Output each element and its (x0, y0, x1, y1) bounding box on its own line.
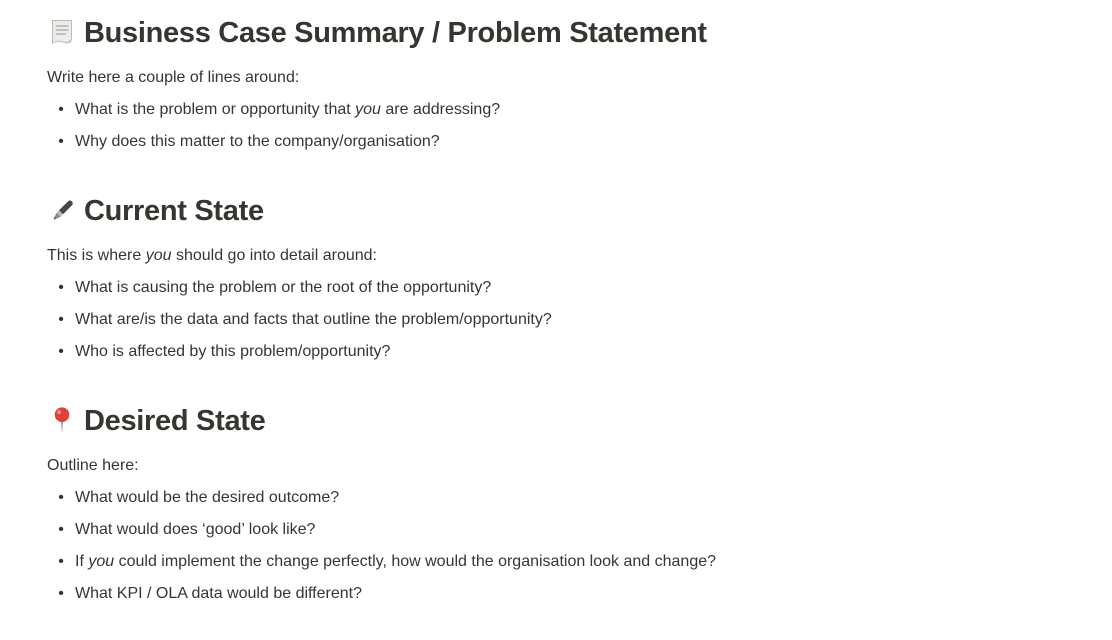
list-item[interactable] (47, 514, 1052, 546)
intro-paragraph[interactable] (47, 450, 1052, 482)
text-segment: What would be the desired outcome? (75, 489, 340, 506)
text-segment: What KPI / OLA data would be different? (75, 585, 362, 602)
list-item[interactable] (47, 546, 1052, 578)
list-item-text (75, 308, 1052, 332)
section-desired-state (47, 368, 1052, 610)
text-segment-italic: you (88, 553, 115, 570)
list-item[interactable] (47, 304, 1052, 336)
text-segment: are addressing? (380, 101, 501, 118)
list-item-text (75, 340, 1052, 364)
list-item[interactable] (47, 272, 1052, 304)
round-pushpin-icon (47, 406, 77, 436)
list-item-text (75, 276, 1052, 300)
page-with-curl-icon (47, 18, 77, 48)
text-segment: What is the problem or opportunity that (75, 101, 356, 118)
text-segment: This is where (47, 247, 146, 264)
text-segment-italic: you (355, 101, 381, 118)
text-segment: should go into detail around: (171, 247, 377, 264)
bullet-marker: • (58, 279, 64, 296)
pen-icon (47, 196, 77, 226)
bullet-marker: • (58, 311, 64, 328)
heading-desired-state[interactable] (47, 368, 1052, 450)
list-item[interactable] (47, 336, 1052, 368)
bullet-list (47, 94, 1052, 158)
heading-title: Current State (84, 195, 264, 227)
heading-current-state[interactable] (47, 158, 1052, 240)
heading-business-case-summary[interactable] (47, 12, 1052, 62)
bullet-marker: • (58, 133, 64, 150)
bullet-marker: • (58, 585, 64, 602)
text-segment: could implement the change perfectly, how would the organisation look and change? (114, 553, 717, 570)
text-segment: What would does ‘good’ look like? (75, 521, 316, 538)
list-item[interactable] (47, 482, 1052, 514)
bullet-marker: • (58, 101, 64, 118)
list-item-text (75, 98, 1052, 122)
bullet-marker: • (58, 521, 64, 538)
section-business-case-summary (47, 12, 1052, 158)
bullet-marker: • (58, 553, 64, 570)
bullet-marker: • (58, 489, 64, 506)
bullet-list (47, 272, 1052, 368)
text-segment: Why does this matter to the company/organisation? (75, 133, 440, 150)
list-item-text (75, 582, 1052, 606)
section-current-state (47, 158, 1052, 368)
bullet-list (47, 482, 1052, 610)
text-segment: Who is affected by this problem/opportunity? (75, 343, 391, 360)
list-item-text (75, 130, 1052, 154)
list-item[interactable] (47, 126, 1052, 158)
heading-title: Business Case Summary / Problem Statement (84, 17, 707, 49)
list-item-text (75, 518, 1052, 542)
list-item-text (75, 550, 1052, 574)
text-segment: If (75, 553, 89, 570)
heading-title: Desired State (84, 405, 266, 437)
intro-paragraph[interactable] (47, 62, 1052, 94)
text-segment: Write here a couple of lines around: (47, 69, 300, 86)
list-item[interactable] (47, 94, 1052, 126)
list-item[interactable] (47, 578, 1052, 610)
bullet-marker: • (58, 343, 64, 360)
list-item-text (75, 486, 1052, 510)
intro-paragraph[interactable] (47, 240, 1052, 272)
text-segment: What are/is the data and facts that outline the problem/opportunity? (75, 311, 552, 328)
text-segment-italic: you (145, 247, 172, 264)
text-segment: What is causing the problem or the root of the opportunity? (75, 279, 492, 296)
text-segment: Outline here: (47, 457, 139, 474)
